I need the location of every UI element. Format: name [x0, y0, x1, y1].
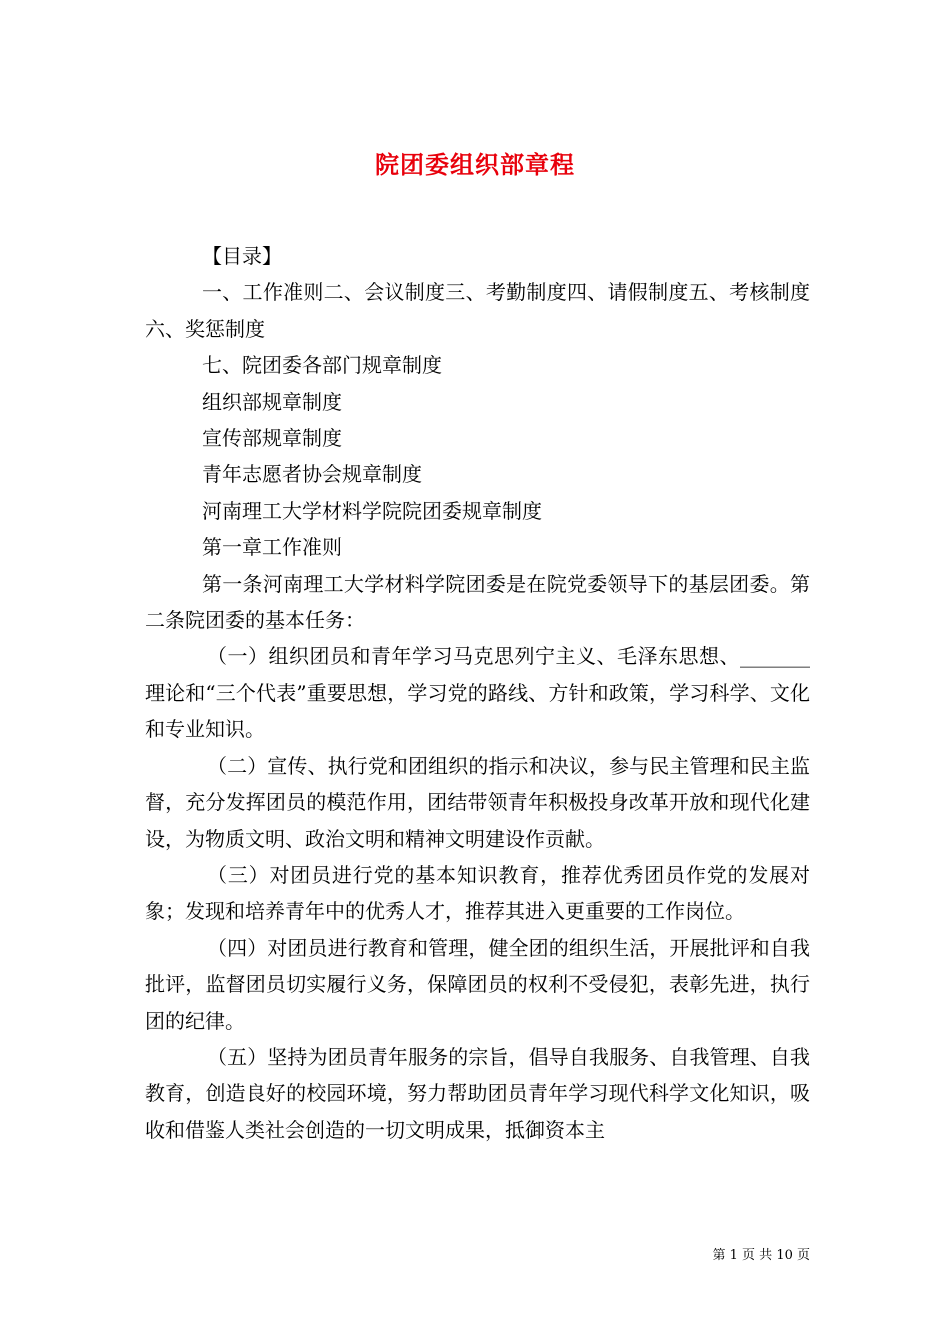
toc-heading: 【目录】: [202, 244, 282, 268]
task-item-2: （二）宣传、执行党和团组织的指示和决议，参与民主管理和民主监督，充分发挥团员的模范作用，团结带领青年积极投身改革开放和现代化建设，为物质文明、政治文明和精神文明建设作贡献。: [145, 753, 810, 851]
task-item-1: （一）组织团员和青年学习马克思列宁主义、毛泽东思想、_______理论和“三个代表”重要思想，学习党的路线、方针和政策，学习科学、文化和专业知识。: [145, 644, 810, 742]
toc-line-publicity: 宣传部规章制度: [202, 426, 342, 451]
toc-line-departments: 七、院团委各部门规章制度: [202, 353, 442, 378]
toc-line-college-rules: 河南理工大学材料学院院团委规章制度: [202, 498, 542, 523]
page-number-footer: 第 1 页 共 10 页: [712, 1248, 810, 1263]
task-item-5: （五）坚持为团员青年服务的宗旨，倡导自我服务、自我管理、自我教育，创造良好的校园环境，努力帮助团员青年学习现代科学文化知识，吸收和借鉴人类社会创造的一切文明成果，抵御资本主: [145, 1044, 810, 1142]
document-body: [145, 238, 810, 1148]
task-item-3: （三）对团员进行党的基本知识教育，推荐优秀团员作党的发展对象；发现和培养青年中的优秀人才，推荐其进入更重要的工作岗位。: [145, 862, 810, 924]
toc-line-organization: 组织部规章制度: [202, 389, 342, 414]
chapter-heading: 第一章工作准则: [202, 535, 342, 560]
toc-line-volunteers: 青年志愿者协会规章制度: [202, 462, 422, 487]
toc-line-sections: 一、工作准则二、会议制度三、考勤制度四、请假制度五、考核制度六、奖惩制度: [145, 280, 810, 341]
task-item-4: （四）对团员进行教育和管理，健全团的组织生活，开展批评和自我批评，监督团员切实履行义务，保障团员的权利不受侵犯，表彰先进，执行团的纪律。: [145, 935, 810, 1033]
document-title: 院团委组织部章程: [375, 150, 575, 180]
article-paragraph: 第一条河南理工大学材料学院团委是在院党委领导下的基层团委。第二条院团委的基本任务：: [145, 571, 810, 633]
